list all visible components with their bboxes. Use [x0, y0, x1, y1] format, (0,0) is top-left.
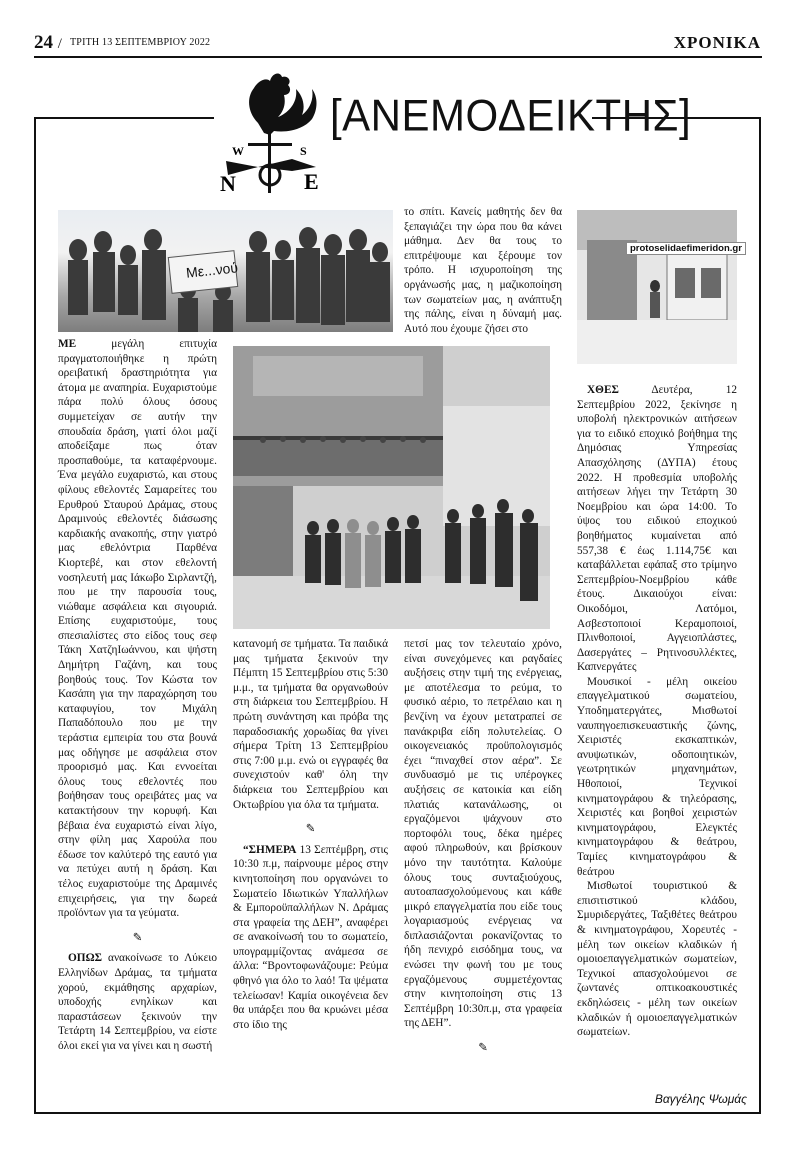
banner-text: Με...νού — [185, 259, 239, 281]
article-protest-text-b: πετσί μας τον τελευταίο χρόνο, είναι συνεχόμενες και ραγδαίες αυξήσεις στην τιμή της ενέργειας, με αποτέλεσμα το ρεύμα, το φυσικό αέριο, το πετρέλαιο και η βενζίνη να έχουν μετατραπεί σε πανάκριβα είδη πολυτελείας. Ο οικογενειακός προϋπολογισμός έχει “πιναχθεί στον αέρα”. Σε συνδυασμό με τις υπέρογκες αυξήσεις σε κατοικία και είδη πλατιάς κατανάλωσης, οι εργαζόμενοι ψάχνουν στο πορτοφόλι τους, δέκα ημέρες αφού πληρωθούν, και βρίσκουν μόνο την ταυτότητα. Καλούμε όλους τους συνταξιούχους, αυτοαπασχολούμενους και κάθε μικρό επαγγελματία που είδε τους λογαριασμούς ενέργειας να διπλασιάζονται ροκανίζοντας το ήδη πενιχρό εισόδημα τους, να ενώσει την φωνή του με τους εργαζόμενους συμμετέχοντας στην κινητοποίηση στις 13 Σεπτέμβρη 10:30π.μ, στα γραφεία της ΔΕΗ”. — [404, 638, 562, 1030]
article-protest-text-a: 13 Σεπτέμβρη, στις 10:30 π.μ, παίρνουμε μέρος στην κινητοποίηση που οργανώνει το Σωματείο Ιδιωτικών Υπαλλήλων & Εμποροϋπαλλήλων Ν. Δράμας στα γραφεία της ΔΕΗ”, αναφέρει σε ανακοίνωσή του το σωματείο, υπογραμμίζοντας ανάμεσα σε άλλα: “Βροντοφωνάζουμε: Ρεύμα φθηνό για όλο το λαό! Τα ψέματα τελείωσαν! Καμία οικογένεια δεν θα υπάρξει που θα κρυώνει μέσα στο ίδιο της — [233, 843, 388, 1031]
vane-letter-n: N — [220, 171, 236, 196]
issue-date: ΤΡΙΤΗ 13 ΣΕΠΤΕΜΒΡΙΟΥ 2022 — [70, 37, 211, 48]
article-benefit-text-b: Μουσικοί - μέλη οικείου επαγγελματικού σωματείου, Υποδηματεργάτες, Μισθωτοί ναυπηγοεπισκευαστικής ζώνης, Χειριστές εκσκαπτικών, ανυψωτικών, οδοποιητικών, γεωτρητικών μηχανημάτων, Ηθοποιοί, Τεχνικοί κινηματογράφου & τηλεόρασης, Χειριστές και βοηθοί χειριστών κινηματογράφου, Ελεγκτές κινηματογράφου & θεάτρου, Ταμίες κινηματογράφου & θεάτρου — [577, 675, 737, 878]
article-hiking-lead: ΜΕ — [58, 338, 77, 350]
vane-letter-s: S — [300, 144, 307, 158]
article-dance-text-a: ανακοίνωσε το Λύκειο Ελληνίδων Δράμας, τα τμήματα χορού, εκμάθησης αρχαρίων, υποδοχής ενηλίκων και παραστάσεων ξεκινούν την Τετάρτη 14 Σεπτεμβρίου, να είστε όλοι εκεί για να γίνει και η σωστή — [58, 952, 217, 1052]
separator-pencil-icon: ✎ — [478, 1042, 488, 1055]
article-hiking-column — [58, 337, 217, 1054]
hikers-group-photo — [58, 210, 393, 332]
article-dance-text-b: κατανομή σε τμήματα. Τα παιδικά μας τμήματα ξεκινούν την Πέμπτη 15 Σεπτεμβρίου στις 5:30 μ.μ., τα τμήματα θα οργανωθούν στη διάρκεια του Σεπτεμβρίου. Η πρώτη συνάντηση και πρόβα της παραδοσιακής χορωδίας θα γίνει σήμερα Τρίτη 13 Σεπτεμβρίου στις 7:00 μ.μ. ενώ οι εγγραφές θα συνεχιστούν καθ' όλη την διάρκεια του Σεπτεμβρίου και Οκτωβρίου για όλα τα τμήματα. — [233, 638, 388, 811]
article-protest-bottom — [404, 637, 562, 1056]
header-rule — [34, 56, 762, 58]
page-separator: / — [57, 36, 62, 52]
article-protest-top — [404, 205, 562, 336]
article-hiking-text: μεγάλη επιτυχία πραγματοποιήθηκε η πρώτη ορειβατική δραστηριότητα για άτομα με αναπηρία. Ευχαριστούμε πάρα πολύ όλους όσους συμμετείχαν σε αυτήν την σπουδαία δράση, γιατί όλοι μαζί αποδείξαμε πως όταν προσπαθούμε, τα καταφέρνουμε. Ένα μεγάλο ευχαριστώ, και στους φίλους εθελοντές Σαμαρείτες του Ερυθρού Σταυρού Δράμας, στους Δραμινούς εθελοντές διάσωσης καρδιακής ανακοπής, στην γιατρό μας εθελόντρια Παρθένα Κιορτεβέ, και στον εθελοντή νοσηλευτή μας Ιάκωβο Σιρλαντζή, που με την παρουσία τους, νιώθαμε ασφάλεια και σιγουριά. Επίσης ευχαριστούμε, τους σπεσιαλίστες στο είδος τους σεφ Τάκη ΧατζηΙωάννου, και ψήστη Δημήτρη Γαζάνη, και τους βοηθούς τους. Τον Κώστα τον Κασάπη για την παραχώρηση του καταφυγίου, τον Μιχάλη Παπαδόπουλο που με την τεράστια εμπειρία του στα βουνά μας οδήγησε με ασφάλεια στον προορισμό μας. Και εννοείται όλους τους εθελοντές που βοήθησαν τους ορειβάτες μας να κατακτήσουν την κορυφή. Και βέβαια ένα ευχαριστώ είναι λίγο, στην φίλη μας Χαρούλα που έδωσε τον καλύτερό της εαυτό για να πετύχει αυτή η δράση. Και τέλος ευχαριστούμε της Δραμινές επιχειρήσεις, για την δωρεά προϊόντων για τα γεύματα. — [58, 338, 217, 920]
vane-letter-w: W — [232, 144, 244, 158]
author-signature: Βαγγέλης Ψωμάς — [654, 1092, 747, 1106]
separator-pencil-icon: ✎ — [305, 823, 316, 836]
column-title: [ΑΝΕΜΟΔΕΙΚΤΗΣ] — [330, 90, 692, 141]
article-benefit-text-a: Δευτέρα, 12 Σεπτεμβρίου 2022, ξεκίνησε η υποβολή ηλεκτρονικών αιτήσεων για το ειδικό εποχικό βοήθημα της Δημόσιας Υπηρεσίας Απασχόλησης (ΔΥΠΑ) έτους 2022. Η προθεσμία υποβολής αιτήσεων λήγει την Τετάρτη 30 Νοεμβρίου και ώρα 14:00. Το ύψος του ειδικού εποχικού βοηθήματος κυμαίνεται από 557,38 € έως 1.114,75€ και καταβάλλεται εφάπαξ στο τρίμηνο Σεπτεμβρίου-Νοεμβρίου κάθε έτους. Δικαιούχοι είναι: Οικοδόμοι, Λατόμοι, Ασβεστοποιοί Κεραμοποιοί, Πλινθοποιοί, Αγγειοπλάστες, Δασεργάτες – Ρητινοσυλλέκτες, Καπνεργάτες — [577, 384, 737, 674]
page-number: 24 / — [34, 32, 62, 53]
watermark-text: protoselidaefimeridon.gr — [626, 242, 746, 255]
weathervane-logo-icon — [218, 63, 328, 198]
building-photo — [577, 210, 737, 364]
article-dance-continuation — [233, 637, 388, 1032]
article-benefit-column — [577, 383, 737, 1040]
article-benefit-text-c: Μισθωτοί τουριστικού & επισιτιστικού κλάδου, Σμυριδεργάτες, Ταξιθέτες θεάτρου & κινηματογράφου, Χορευτές - μέλη των οικείων κλαδικών ή ομοιοεπαγγελματικών σωματείων, Τεχνικοί απασχολούμενοι σε ζωντανές οπτικοακουστικές εκδηλώσεις - μέλη των οικείων κλαδικών ή ομοιοεπαγγελματικών σωματείων. — [577, 880, 737, 1039]
section-name: ΧΡΟΝΙΚΑ — [673, 33, 761, 52]
separator-pencil-icon: ✎ — [132, 931, 143, 944]
article-protest-text-top: το σπίτι. Κανείς μαθητής δεν θα ξεπαγιάζει την ώρα που θα κάνει μάθημα. Δεν θα τους το επιτρέψουμε και ξέρουμε τον τρόπο. Η ισχυροποίηση της οργάνωσής μας, η μαζικοποίηση των σωματείων μας, η ανάπτυξη της πάλης, είναι η δύναμή μας. Αυτό που έχουμε ζήσει στο — [404, 206, 562, 335]
article-dance-lead: ΟΠΩΣ — [68, 952, 103, 965]
article-benefit-lead: ΧΘΕΣ — [587, 384, 619, 396]
article-protest-lead: “ΣΗΜΕΡΑ — [243, 843, 297, 856]
dance-group-photo — [233, 346, 550, 629]
vane-letter-e: E — [304, 169, 319, 194]
